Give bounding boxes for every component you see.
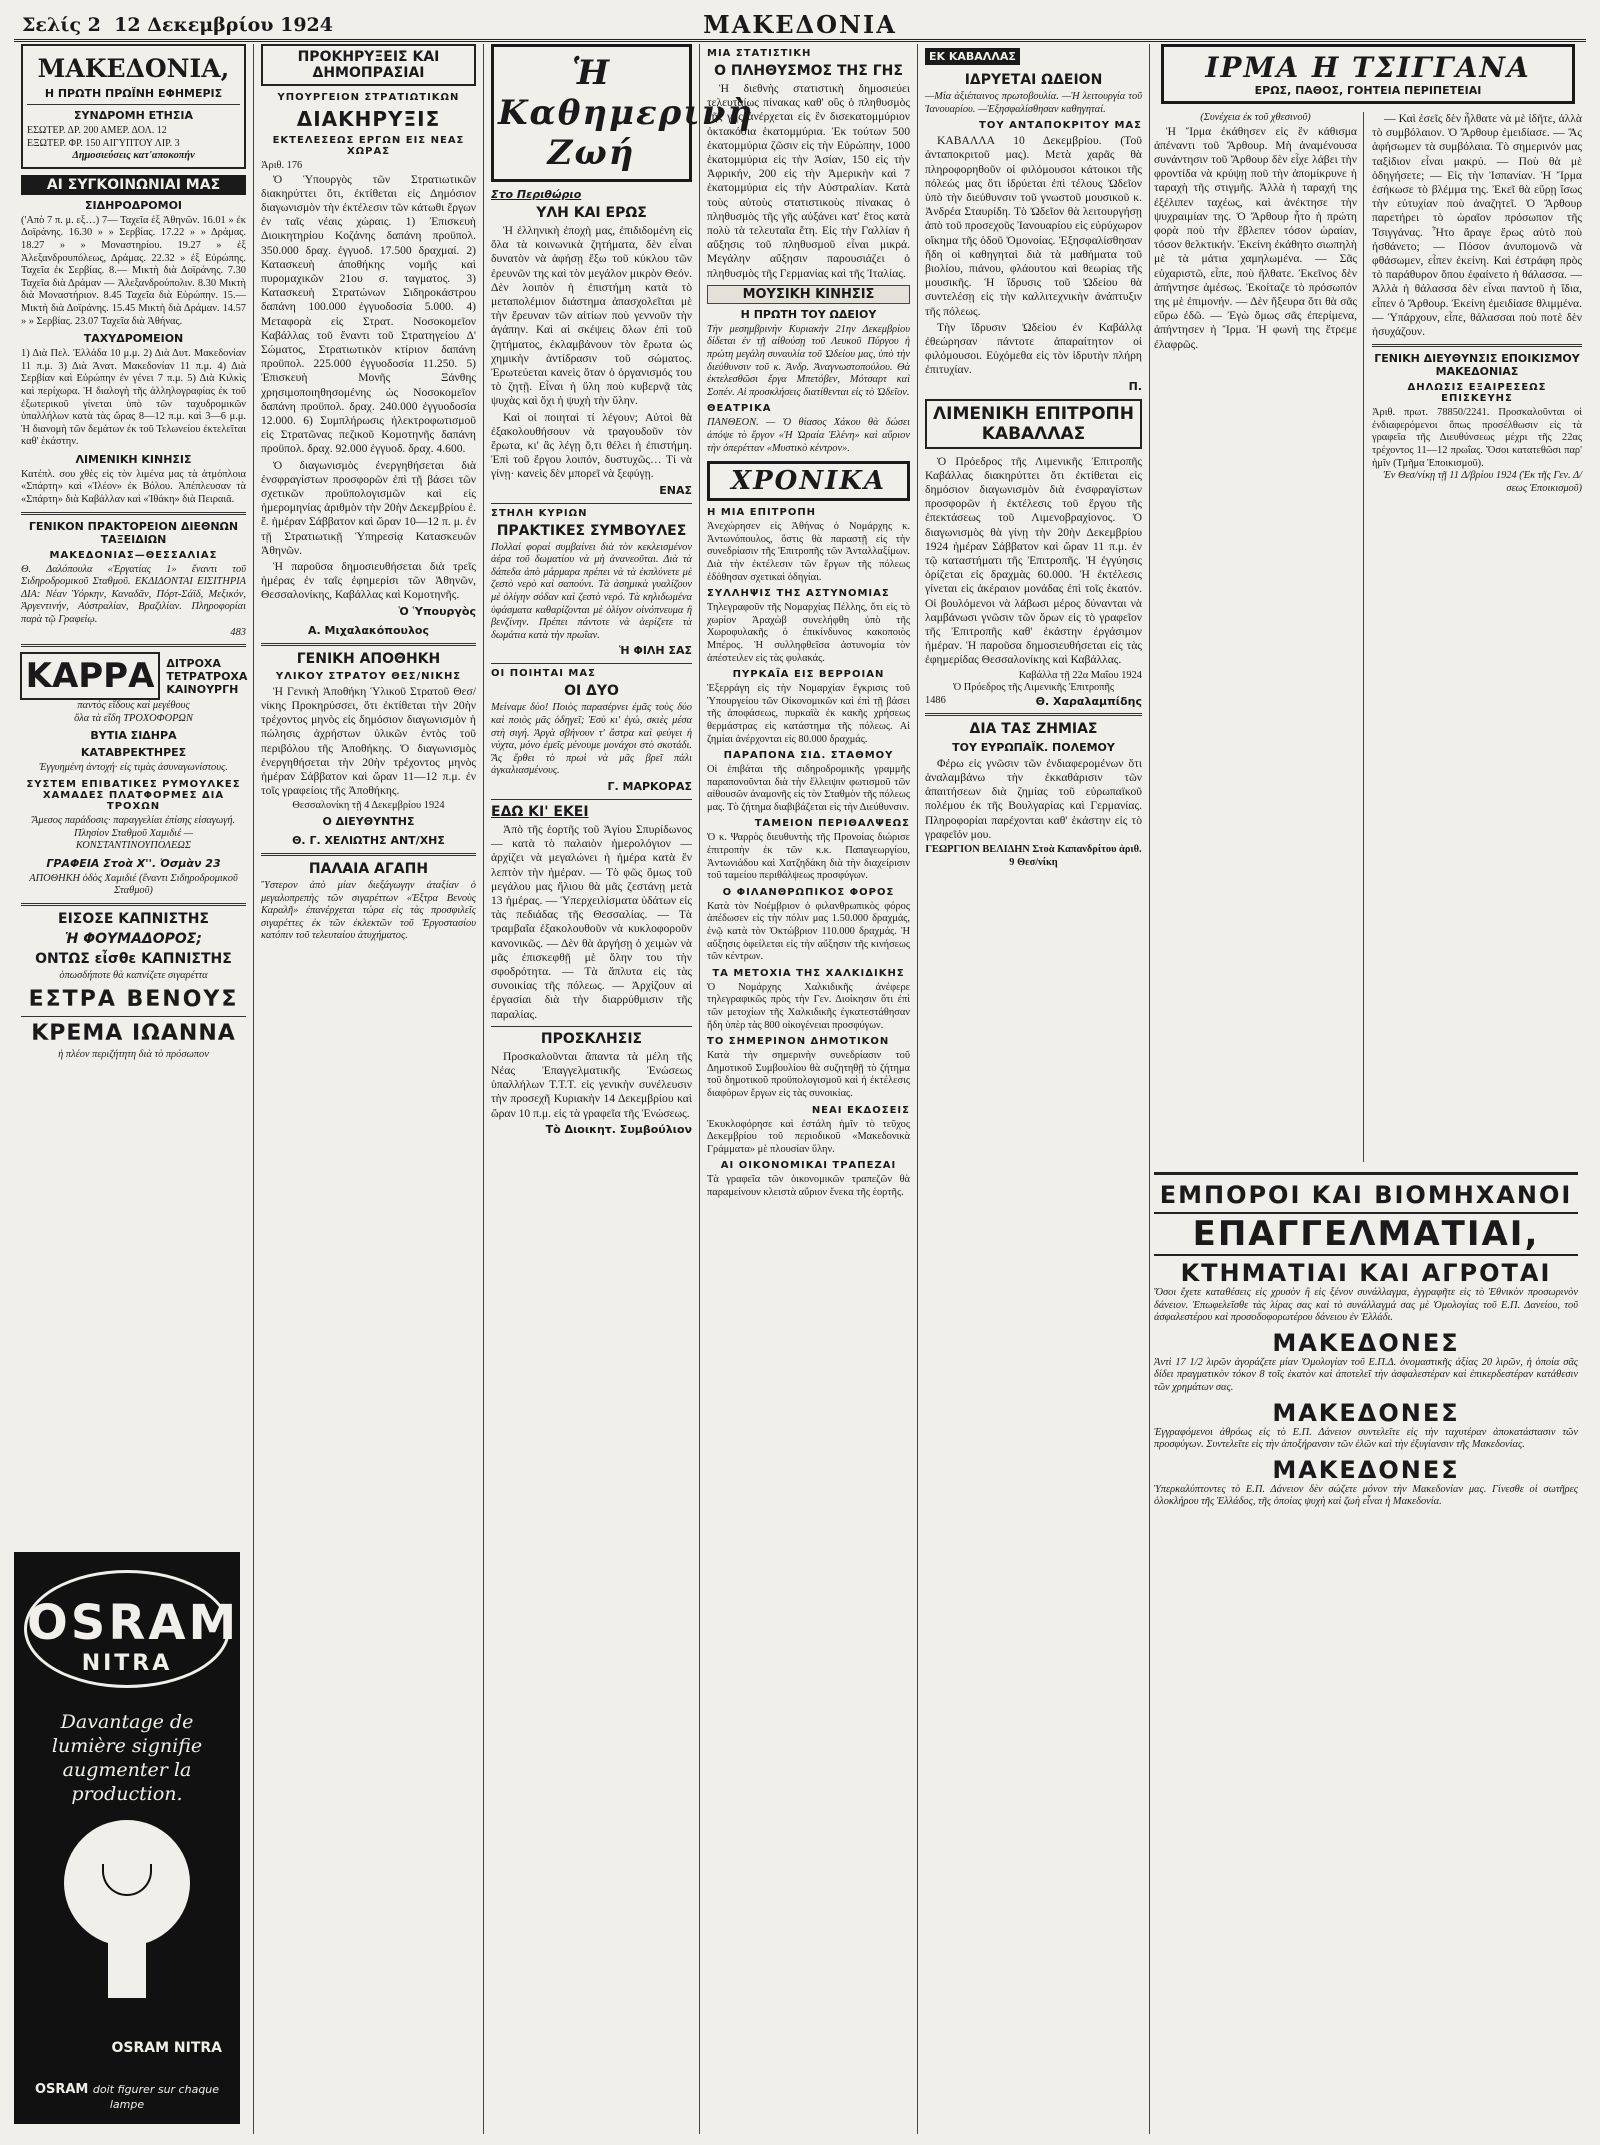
travel-agency-text: Θ. Δαλόπουλα «Ἐργατίας 1» ἔναντι τοῦ Σιδηροδρομικοῦ Σταθμοῦ. ΕΚΔΙΔΟΝΤΑΙ ΕΙΣΙΤΗΡΙΑ ΔΙΑ: Νέαν Ὑόρκην, Καναδᾶν, Πόρτ-Σάϊδ, Μεξικόν, Ἀργεντινήν, Αὐστραλίαν, Βραζιλίαν. Πληροφορίαι παρὰ τῷ Γραφείῳ. <box>21 563 246 626</box>
cart-ad-line-3: ΒΥΤΙΑ ΣΙΔΗΡΑ <box>90 729 177 743</box>
poem-text: Μείναμε δύο! Ποιὸς παρασέρνει ἐμᾶς τοὺς δύο καὶ ποιὸς μᾶς ὁδηγεῖ; Ἐσὺ κι' ἐγώ, σκιὲς μέσα στὴ σιγή. Ἀργὰ σβήνουν τ' ἄστρα καὶ φεύγει ἡ νύχτα, μόνο ἐμεῖς μένουμε μονάχοι στὸ σκοτάδι. Ἂς ἔρθει τὸ πρωὶ νὰ μᾶς βρεῖ πάλι ἀγκαλιασμένους. <box>491 702 692 777</box>
banks-text: Τὰ γραφεῖα τῶν ὀικονομικῶν τραπεζῶν θὰ παραμείνουν κλειστὰ αὔριον ἕνεκα τῆς ἑορτῆς. <box>707 1174 910 1198</box>
conservatory-founded-text-2: Τὴν ἵδρυσιν Ὠδείου ἐν Καβάλλᾳ ἐθεώρησαν πάντοτε ἀπαραίτητον οἱ φιλόμουσοι. Εὐχόμεθα εἰς τὸν ἱδρυτὴν πλήρη ἐπιτυχίαν. <box>925 320 1142 377</box>
depot-sig-title: Ο ΔΙΕΥΘΥΝΤΗΣ <box>322 814 415 828</box>
proclamation-title: ΔΙΑΚΗΡΥΞΙΣ <box>296 107 441 131</box>
cream-ad-text: ἡ πλέον περιζήτητη διὰ τὸ πρόσωπον <box>58 1048 209 1060</box>
cart-ad-line-9: ΓΡΑΦΕΙΑ Στοὰ Χ''. Ὀσμὰν 23 <box>46 856 221 870</box>
subscription-line-2: ΕΞΩΤΕΡ. ΦΡ. 150 ΑΙΓΥΠΤΟΥ ΛΙΡ. 3 <box>27 137 180 149</box>
loan-ad-head-2: ΜΑΚΕΔΟΝΕΣ <box>1272 1328 1460 1357</box>
new-editions-head: ΝΕΑΙ ΕΚΔΟΣΕΙΣ <box>811 1104 910 1116</box>
chalkidiki-head: ΤΑ ΜΕΤΟΧΙΑ ΤΗΣ ΧΑΛΚΙΔΙΚΗΣ <box>712 967 905 979</box>
theater-label: ΘΕΑΤΡΙΚΑ <box>707 403 772 415</box>
proclamation-text-1: Ὁ Ὑπουργὸς τῶν Στρατιωτικῶν διακηρύττει ὅτι, ἐκτίθεται εἰς Δημόσιον διαγωνισμὸν τὴν ἐκτέλεσιν τῶν κάτωθι ἔργων ἐν ταῖς νέαις χώραις. 1) Ἐπισκευὴ Διοικητηρίου Κοζάνης δαπάνη προϋπολ. 350.000 δραχ. ἐγγυοδ. 17.500 δραχμαί. 2) Κατασκευὴ ἀποθήκης νομῆς καὶ πυρομαχικῶν 21ου σ. ταγματος. 3) Κατασκευὴ Στρατώνων Σιδηροκάστρου δαπάνη 100.000 ἐγγυοδοσία 5.000. 4) Μεταφορὰ εἰς Στρατ. Νοσοκομεῖον Καβάλλας τοῦ ἔναντι τοῦ Στρατηγείου Δ' Σώματος, Στρατιωτικὸν κτίριον δαπάνη προϋπολ. 225.000 ἐγγυοδοσία 11.250. 5) Ἐπισκευὴ Μονῆς Ξάνθης χρησιμοποιηθησομένης ὡς Νοσοκομεῖον δαπάνη προϋπολ. δραχ. 240.000 ἐγγυοδοσία 12.000. 6) Συμπλήρωσις ἠλεκτροφωτισμοῦ εἰς Στρατῶνας πεζικοῦ Κομοτηνῆς δαπάνη προϋπολ. δραχ. 92.000 ἐγγυοδ. δραχ. 4.600. <box>261 172 476 456</box>
cart-ad-name: ΚΑΡΡΑ <box>25 656 155 697</box>
chronicles-banner-title: ΧΡΟΝΙΚΑ <box>730 466 887 497</box>
port-committee-sig-row <box>925 695 1142 708</box>
practical-advice-title: ΠΡΑΚΤΙΚΕΣ ΣΥΜΒΟΥΛΕΣ <box>496 522 687 539</box>
page-label: Σελίς 2 12 Δεκεμβρίου 1924 <box>22 14 333 36</box>
column-1 <box>14 44 254 2134</box>
proclamation-subtitle: ΕΚΤΕΛΕΣΕΩΣ ΕΡΓΩΝ ΕΙΣ ΝΕΑΣ ΧΩΡΑΣ <box>272 135 465 157</box>
loan-ad-text-2: Ἀντὶ 17 1/2 λιρῶν ἀγοράζετε μίαν Ὁμολογίαν τοῦ Ε.Π.Δ. ὀνομαστικῆς ἀξίας 20 λιρῶν, ἡ ὁποία σᾶς δίδει πραγματικὸν τόκον 8 τοῖς ἑκατὸν καὶ ἀποτελεῖ τὴν ἀσφαλεστέραν καὶ ἐπικερδεστέραν κατάθεσιν τῶν χρημάτων σας. <box>1154 1356 1578 1393</box>
cart-ad-side-3: ΚΑΙΝΟΥΡΓΗ <box>166 682 239 696</box>
new-editions-text: Ἐκυκλοφόρησε καὶ ἐστάλη ἡμῖν τὸ τεῦχος Δεκεμβρίου τοῦ περιοδικοῦ «Μακεδονικὰ Γράμματα» μὲ πλουσίαν ὕλην. <box>707 1118 910 1155</box>
cart-ad-line-8: Πλησίον Σταθμοῦ Χαμιδιέ — ΚΟΝΣΤΑΝΤΙΝΟΥΠΟΛΕΩΣ <box>74 827 193 852</box>
railways-text: ('Απὸ 7 π. μ. εξ…) 7— Ταχεῖα ἐξ Ἀθηνῶν. 16.01 » ἐκ Δοϊράνης. 16.30 » » Σερβίας. 17.22 » » Δράμας. 18.27 » » Μοναστηρίου. 19.27 » ἐξ Ἀλεξανδρουπόλεως, Δράμας. 22.32 » ἐξ Εὐρώπης. Ταχεῖα ἐκ Σερβίας. 8.— Μικτὴ διὰ Δοϊράνης. 7.30 Ταχεῖα διὰ Δράμαν — Ἀλεξανδρούπολιν. 8.30 Μικτὴ διὰ Μοναστήριον. 8.45 Ταχεῖα διὰ Εὐρώπην. 15.— Μικτὴ διὰ Δοϊράνης. 15.45 Μικτὴ διὰ Δράμαν. 14.57 » » Σερβίας. 23.07 Ταχεῖα διὰ Ἀθήνας. <box>21 214 246 327</box>
port-committee-date: Καβάλλα τῇ 22α Μαΐου 1924 <box>1018 669 1142 681</box>
here-there-text: Ἀπὸ τῆς ἑορτῆς τοῦ Ἁγίου Σπυρίδωνος — κατὰ τὸ παλαιὸν ἡμερολόγιον — ἀρχίζει νὰ μεγαλώνει ἡ ἡμέρα κατὰ ἓν λεπτὸν τὴν ἡμέραν. — Τὸ φῶς ὅμως τοῦ μεγάλου μας ἥλιου θὰ μᾶς ζεστάνῃ μετὰ 13 ἡμέρας. — Ὑπερχειλίσματα ὑδάτων εἰς τὰς πεδιάδας τῆς Θεσσαλίας. — Τὰ τραμβαΐα ἐξακολουθοῦν νὰ κυκλοφοροῦν κανονικῶς. — Δὲν θὰ ἀργήσῃ ὁ χειμὼν νὰ μᾶς ἐπισκεφθῇ μὲ ὅλην του τὴν σφοδρότητα. — Τὰ ἄπλυτα εἰς τὰς συνοικίας τῆς πόλεως. — Ἀρχίζουν αἱ ἐργασίαι διὰ τὴν διαρρύθμισιν τῆς παραλίας. <box>491 822 692 1021</box>
statistics-kicker: ΜΙΑ ΣΤΑΤΙΣΤΙΚΗ <box>707 48 812 59</box>
cigarette-advertisement <box>21 911 246 1061</box>
war-damages-title: ΔΙΑ ΤΑΣ ΖΗΜΙΑΣ <box>969 720 1098 737</box>
subscription-line-1: ΕΣΩΤΕΡ. ΔΡ. 200 ΑΜΕΡ. ΔΟΛ. 12 <box>27 125 167 136</box>
arrest-text: Τηλεγραφοῦν τῆς Νομαρχίας Πέλλης, ὅτι εἰς τὸ χωρίον Ἀραχὼβ συνελήφθη ὑπὸ τῆς Χωροφυλακῆς ὁ ἐπικίνδυνος κακοποιὸς Μπέρος. Ἡ συλληφθεῖσα ἀστυνομία τὸν ἀπέστειλεν εἰς τὰς φυλακάς. <box>707 602 910 664</box>
practical-advice-signature: Ἡ ΦΙΛΗ ΣΑΣ <box>619 644 692 658</box>
serial-continued: (Συνέχεια ἐκ τοῦ χθεσινοῦ) <box>1200 112 1311 123</box>
notices-head: ΠΡΟΚΗΡΥΞΕΙΣ ΚΑΙ ΔΗΜΟΠΡΑΣΙΑΙ <box>297 49 440 81</box>
serial-column-b <box>1372 112 1582 1162</box>
osram-logo-sub: NITRA <box>81 1651 173 1676</box>
subscription-note: Δημοσιεύσεις κατ'αποκοπήν <box>72 150 195 162</box>
column-5 <box>918 44 1150 2134</box>
loan-ad-text-4: Ὑπερκαλύπτοντες τὸ Ε.Π. Δάνειον δὲν σώζετε μόνον τὴν Μακεδονίαν μας. Γίνεσθε οἱ σωτῆρες ὁλοκλήρου τῆς Ἑλλάδος, τῆς ὁποίας ψυχὴ καὶ ζωὴ εἶναι ἡ Μακεδονία. <box>1154 1483 1578 1508</box>
municipal-text: Κατὰ τὴν σημερινὴν συνεδρίασιν τοῦ Δημοτικοῦ Συμβουλίου θὰ συζητηθῇ τὸ ζήτημα τοῦ δημοτικοῦ προϋπολογισμοῦ καὶ ἡ ἐκτέλεσις διαφόρων ἔργων εἰς τὰς συνοικίας. <box>707 1050 910 1099</box>
communications-head: ΑΙ ΣΥΓΚΟΙΝΩΝΙΑΙ ΜΑΣ <box>21 175 246 195</box>
charity-tax-head: Ο ΦΙΛΑΝΘΡΩΠΙΚΟΣ ΦΟΡΟΣ <box>722 886 895 898</box>
subscription-head: ΣΥΝΔΡΟΜΗ ΕΤΗΣΙΑ <box>74 109 193 122</box>
poem-signature: Γ. ΜΑΡΚΟΡΑΣ <box>607 779 692 793</box>
proclamation-number: Ἀριθ. 176 <box>261 160 303 171</box>
minister-name: Α. Μιχαλακόπουλος <box>307 623 430 637</box>
depot-text: Ἡ Γενικὴ Ἀποθήκη Ὑλικοῦ Στρατοῦ Θεσ/νίκης Προκηρύσσει, ὅτι ἐκτίθεται τὴν 20ὴν τρέχοντος μηνὸς εἰς δημόσιον διαγωνισμὸν ἡ πώλησις ἀχρήστων ὑλικῶν ἐντὸς τοῦ περιβόλου τῆς Ἀποθήκης. Ὁ διαγωνισμὸς ἐνεργηθήσεται τὴν 20ὴν τρέχοντος μηνὸς ἡμέραν Σάββατον καὶ ὥραν 11—12 π.μ. ἐν τοῖς γραφείοις τῆς Ἀποθήκης. <box>261 684 476 798</box>
post-office-text: 1) Διὰ Πελ. Ἑλλάδα 10 μ.μ. 2) Διὰ Δυτ. Μακεδονίαν 11 π.μ. 3) Διὰ Ἀνατ. Μακεδονίαν 11 π.μ. 4) Διὰ Σερβίαν καὶ Εὐρώπην ἐν γένει 7 π.μ. 5) Διὰ Κιλκὶς καὶ περίχωρα. Ἡ διαλογὴ τῆς ἀλληλογραφίας ἐκ τοῦ ἐξωτερικοῦ γίνεται ὑπὸ τῶν ταχυδρομικῶν ὑπαλλήλων κατὰ τὰς ὥρας 8—12 π.μ. καὶ 3—6 μ.μ. Ἡ διανομὴ τῶν δεμάτων ἐκ τοῦ Τελωνείου ἐκτελεῖται καθ' ἑκάστην. <box>21 348 246 448</box>
osram-logo-text: OSRAM <box>27 1595 240 1651</box>
chalkidiki-text: Ὁ Νομάρχης Χαλκιδικῆς ἀνέφερε τηλεγραφικῶς πρὸς τὴν Γεν. Διοίκησιν ὅτι ἐπὶ τῶν μετοχίων τῆς Χαλκιδικῆς ἐγκατεστάθησαν ἤδη ὑπὲρ τὰς 800 οἰκογένειαι προσφύγων. <box>707 981 910 1031</box>
loan-ad-text-1: Ὅσοι ἔχετε καταθέσεις εἰς χρυσὸν ἢ εἰς ξένον συνάλλαγμα, ἐγγραφῆτε εἰς τὸ Ἐθνικὸν προσωρινὸν δάνειον. Ἐπωφελεῖσθε τὰς λίρας σας καὶ τὸ συνάλλαγμά σας μὲ Ὁμολογίας τοῦ Ε.Π. Δανείου, τοῦ ἀσφαλεστέρου καὶ προσοδοφορωτέρου δάνειου ἐν Ἑλλάδι. <box>1154 1287 1578 1324</box>
travel-agency-head: ΓΕΝΙΚΟΝ ΠΡΑΚΤΟΡΕΙΟΝ ΔΙΕΘΝΩΝ ΤΑΞΕΙΔΙΩΝ <box>28 519 239 546</box>
conservatory-founded-title: ΙΔΡΥΕΤΑΙ ΩΔΕΙΟΝ <box>964 72 1103 88</box>
serial-column-a <box>1154 112 1364 1162</box>
osram-tagline: Davantage de lumière signifie augmenter la production. <box>24 1710 230 1806</box>
cart-ad-line-10: ΑΠΟΘΗΚΗ ὁδὸς Χαμιδιέ (ἔναντι Σιδηροδρομικοῦ Σταθμοῦ) <box>29 872 238 897</box>
music-section-label: ΜΟΥΣΙΚΗ ΚΙΝΗΣΙΣ <box>707 285 910 304</box>
conservatory-title: Η ΠΡΩΤΗ ΤΟΥ ΩΔΕΙΟΥ <box>740 307 877 321</box>
serial-banner <box>1161 44 1575 104</box>
matter-love-text-1: Ἡ ἐλληνικὴ ἐποχὴ μας, ἐπιδιδομένη εἰς ὅλα τὰ κοινωνικὰ ζητήματα, δὲν εἶναι δυνατὸν νὰ ἀφήσῃ ἔξω τοῦ κύκλου τῶν ἐρευνῶν της καὶ τὸν μεγάλον μικρὸν Θεόν. Δὲν λοιπὸν ἡ ἐπιστήμη κατὰ τὸ μεταπολέμιον διάστημα ἀπασχολεῖται μὲ τὴν ἔρευναν τῶν αἰτίων ποὺ γεννοῦν τὴν ἀγάπην. Καὶ αἱ σκέψεις ὅλων ἐπὶ τοῦ ζητήματος, ἐκλαμβάνουν τὸν ἔρωτα ὡς χημικὴν ἀντίδρασιν τοῦ σώματος. Ἐρωτεύεται κανεὶς ὅταν ὁ ὀργανισμός του τὸ ζητῇ. Εἶναι ἡ ὕλη ποὺ κυβερνᾷ τὰς ψυχὰς καὶ ὄχι ἡ ψυχὴ τὴν ὕλην. <box>491 224 692 408</box>
correspondent-byline: ΤΟΥ ΑΝΤΑΠΟΚΡΙΤΟΥ ΜΑΣ <box>979 120 1142 132</box>
port-committee-number: 1486 <box>925 694 946 706</box>
serial-title: ΙΡΜΑ Η ΤΣΙΓΓΑΝΑ <box>1205 51 1531 84</box>
cart-ad-line-2: ὅλα τὰ εἴδη ΤΡΟΧΟΦΟΡΩΝ <box>74 712 193 724</box>
matter-love-title: ΥΛΗ ΚΑΙ ΕΡΩΣ <box>536 205 647 221</box>
fire-head: ΠΥΡΚΑΪΑ ΕΙΣ ΒΕΡΡΟΙΑΝ <box>732 669 885 681</box>
port-committee-sig-name: Θ. Χαραλαμπίδης <box>1035 694 1142 708</box>
depot-date: Θεσσαλονίκη τῇ 4 Δεκεμβρίου 1924 <box>292 800 445 812</box>
cart-ad-line-1: παντὸς εἴδους καὶ μεγέθους <box>77 700 190 712</box>
population-title: Ο ΠΛΗΘΥΣΜΟΣ ΤΗΣ ΓΗΣ <box>714 63 903 79</box>
cart-advertisement <box>21 652 246 898</box>
matter-love-signature: ΕΝΑΣ <box>659 483 692 497</box>
kavala-dateline: ΕΚ ΚΑΒΑΛΛΑΣ <box>925 48 1020 65</box>
port-committee-head-box <box>925 399 1142 449</box>
light-bulb-icon <box>64 1820 190 1946</box>
cart-ad-line-5: Ἐγγυημένη ἀντοχή· εἰς τιμὰς ἀσυναγωνίστους. <box>39 762 228 774</box>
settlement-sub: ΔΗΛΩΣΙΣ ΕΞΑΙΡΕΣΕΩΣ ΕΠΙΣΚΕΥΗΣ <box>1407 382 1547 405</box>
cart-ad-side-2: ΤΕΤΡΑΤΡΟΧΑ <box>166 669 248 683</box>
daily-life-banner <box>491 44 755 182</box>
loan-advertisement <box>1154 1172 1578 1509</box>
war-damages-sub: ΤΟΥ ΕΥΡΩΠΑΪΚ. ΠΟΛΕΜΟΥ <box>952 740 1115 754</box>
theater-text: ΠΑΝΘΕΟΝ. — Ὁ θίασος Χάκου θὰ δώσει ἀπόψε τὸ ἔργον «Ἡ Ὡραία Ἑλένη» καὶ αὔριον τὴν ὀπερέτταν «Μυστικὸ κέντρον». <box>707 417 910 454</box>
port-movement-head: ΛΙΜΕΝΙΚΗ ΚΙΝΗΣΙΣ <box>75 452 192 466</box>
population-text: Ἡ διεθνὴς στατιστικὴ δημοσιεύει τελευταίως πίνακας καθ' οὓς ὁ πληθυσμὸς τῆς γῆς ἀνέρχεται εἰς ἓν δισεκατομμύριον ὀκτακόσια ἑκατομμύρια. Ἐκ τούτων 500 ἑκατομμύρια ζῶσιν εἰς τὴν Εὐρώπην, 1000 ἑκατομμύρια εἰς τὴν Ἀσίαν, 150 εἰς τὴν Ἀφρικήν, 200 εἰς τὴν Ἀμερικὴν καὶ 7 ἑκατομμύρια εἰς τὴν Αὐστραλίαν. Κατὰ τοὺς αὐτοὺς στατιστικοὺς πίνακας ὁ πληθυσμὸς τῆς γῆς αὐξάνει κατ' ἔτος κατὰ πολὺ τὰ τελευταῖα ἔτη. Εἰς τὴν Γαλλίαν ἡ αὔξησις τοῦ πληθυσμοῦ εἶναι μικρά. Μεγάλην αὔξησιν παρουσιάζει ὁ πληθυσμὸς τῆς Γερμανίας καὶ τῆς Ἰταλίας. <box>707 82 910 280</box>
invitation-title: ΠΡΟΣΚΛΗΣΙΣ <box>540 1030 643 1047</box>
station-complaints-head: ΠΑΡΑΠΟΝΑ ΣΙΔ. ΣΤΑΘΜΟΥ <box>723 750 894 762</box>
osram-footer <box>24 2082 230 2112</box>
minister-title: Ὁ Ὑπουργὸς <box>398 604 476 618</box>
port-committee-sig-title: Ὁ Πρόεδρος τῆς Λιμενικῆς Ἐπιτροπῆς <box>952 682 1115 694</box>
osram-logo <box>24 1570 240 1688</box>
invitation-text: Προσκαλοῦνται ἅπαντα τὰ μέλη τῆς Νέας Ἐπαγγελματικῆς Ἑνώσεως ὑπαλλήλων Τ.Τ.Τ. εἰς γενικὴν συνέλευσιν τὴν προσεχῆ Κυριακὴν 14 Δεκεμβρίου καὶ ὥραν 10 π.μ. εἰς τὰ γραφεῖα τῆς Ἑνώσεως. <box>491 1049 692 1120</box>
station-complaints-text: Οἱ ἐπιβάται τῆς σιδηροδρομικῆς γραμμῆς παραπονοῦνται διὰ τὴν ἔλλειψιν φωτισμοῦ τῶν αἰθουσῶν ἀναμονῆς εἰς τὸν Σταθμὸν τῆς πόλεως μας. Τὸ ζήτημα διαβιβάζεται εἰς τὴν Διεύθυνσιν. <box>707 764 910 813</box>
paper-box-title: ΜΑΚΕΔΟΝΙΑ, <box>37 54 230 83</box>
loan-ad-line-1: ΕΜΠΟΡΟΙ ΚΑΙ ΒΙΟΜΗΧΑΝΟΙ <box>1159 1181 1573 1209</box>
ladies-column-label: ΣΤΗΛΗ ΚΥΡΙΩΝ <box>491 507 588 519</box>
depot-sub: ΥΛΙΚΟΥ ΣΤΡΑΤΟΥ ΘΕΣ/ΝΙΚΗΣ <box>275 670 462 682</box>
masthead <box>14 8 1586 42</box>
cig-ad-line-4: ὁπωσδήποτε θὰ καπνίζετε σιγαρέττα <box>59 969 208 981</box>
old-love-text: Ὕστερον ἀπὸ μίαν διεξάγωγην ἀταξίαν ὁ μεγαλοπρεπὴς τῶν σιγαρέττων «Ἐξτρα Βενοὺς Καραλῆ» ἐπανέρχεται τώρα εἰς τὰς προσφιλεῖς σιγαρέττες ἐκ τῶν ἐκλεκτῶν τοῦ Ἐργοστασίου κατόπιν τοῦ τελευταίου ἀτυχήματος. <box>261 879 476 942</box>
matter-love-text-2: Καὶ οἱ ποιηταὶ τί λέγουν; Αὐτοὶ θὰ ἐξακολουθήσουν νὰ τραγουδοῦν τὸν ἔρωτα, κι' ἂς λέγῃ ὅ,τι θέλει ἡ ἐπιστήμη. Ἐπὶ τοῦ ἔργου λοιπόν, δυστυχῶς… Τί νὰ γίνῃ· κανεὶς δὲν μπορεῖ νὰ ξεφύγῃ. <box>491 410 692 481</box>
conservatory-text: Τὴν μεσημβρινὴν Κυριακὴν 21ην Δεκεμβρίου δίδεται ἐν τῇ αἰθούσῃ τοῦ Λευκοῦ Πύργου ἡ πρώτη μεγάλη συναυλία τοῦ Ὠδείου μας, ὑπὸ τὴν διεύθυνσιν τοῦ κ. Ἀνδρ. Ἀναγνωστοπούλου. Θὰ ἐκτελεσθῶσι ἔργα Μπετόβεν, Μότσαρτ καὶ Σοπέν. Αἱ προσκλήσεις διατίθενται εἰς τὸ Ὠδεῖον. <box>707 323 910 398</box>
cart-ad-side-1: ΔΙΤΡΟΧΑ <box>166 656 221 670</box>
column-4 <box>700 44 918 2134</box>
settlement-text: Ἀριθ. πρωτ. 78850/2241. Προσκαλοῦνται οἱ ἐνδιαφερόμενοι ὅπως προσέλθωσιν εἰς τὰ γραφεῖα τῆς Διευθύνσεως μέχρι τῆς 22ας τρέχοντος 11—12 πρωΐας. Ὅσοι κατατεθῶσι παρ' ἡμῖν (Τμῆμα Ἐποικισμοῦ). <box>1372 407 1582 469</box>
port-committee-text: Ὁ Πρόεδρος τῆς Λιμενικῆς Ἐπιτροπῆς Καβάλλας διακηρύττει ὅτι ἐκτίθεται εἰς δημόσιον διαγωνισμὸν διὰ ἐνσφραγίστων προσφορῶν ἡ ἐκτέλεσις τοῦ ἔργου τῆς ἐπεκτάσεως τοῦ Λιμενοβραχίονος. Ὁ διαγωνισμὸς θὰ γίνῃ τὴν 20ὴν Δεκεμβρίου 1924 ἡμέραν Σάββατον καὶ ὥραν 11 π.μ. ἐν τῷ καταστήματι τῆς Ἐπιτροπῆς. Ἡ ἐγγύησις ὁρίζεται εἰς δραχμὰς 60.000. Ἡ ἐκτέλεσις γίνεται εἰς ἀκέραιον μονάδας ἐπὶ τοῖς ἑκατόν. Οἱ βουλόμενοι νὰ λάβωσι μέρος δύνανται νὰ λαμβάνωσι γνῶσιν τῶν ὅρων εἰς τὸ γραφεῖον τῆς Ἐπιτροπῆς καθ' ἑκάστην ἐργάσιμον ἡμέραν. Ἡ παροῦσα δημοσιευθήσεται εἰς τὰς ἐφημερίδας Θεσσαλονίκης καὶ Καβάλλας. <box>925 454 1142 667</box>
columns <box>14 44 1586 2134</box>
loan-ad-text-3: Ἐγγραφόμενοι ἀθρόως εἰς τὸ Ε.Π. Δάνειον συντελεῖτε εἰς τὴν ταχυτέραν ἀποκατάστασιν τῶν προσφύγων. Συντελεῖτε εἰς τὴν ἀποξήρανσιν τῶν ἑλῶν καὶ τὴν ἐξυγίανσιν τῆς Μακεδονίας. <box>1154 1426 1578 1451</box>
column-2 <box>254 44 484 2134</box>
proclamation-text-3: Ἡ παροῦσα δημοσιευθήσεται διὰ τρεῖς ἡμέρας ἐν ταῖς ἐφημερίσι τῶν Ἀθηνῶν, Θεσσαλονίκης, Καβάλλας καὶ Κομοτηνῆς. <box>261 560 476 602</box>
cig-ad-line-1: ΕΙΣΟΣΕ ΚΑΠΝΙΣΤΗΣ <box>58 910 209 927</box>
depot-head: ΓΕΝΙΚΗ ΑΠΟΘΗΚΗ <box>296 650 441 667</box>
conservatory-founded-text-1: ΚΑΒΑΛΛΑ 10 Δεκεμβρίου. (Τοῦ ἀνταποκριτοῦ μας). Μετὰ χαρᾶς θὰ πληροφορηθοῦν οἱ φιλόμουσοι κάτοικοι τῆς πόλεώς μας ὅτι ἱδρύεται ἐπὶ τέλους Ὠδεῖον ὑπὸ τὴν διεύθυνσιν τοῦ γνωστοῦ μουσικοῦ κ. Ἀνδρέα Σταυρίδη. Τὸ Ὠδεῖον θὰ λειτουργήσῃ ἀπὸ τοῦ προσεχοῦς Ἰανουαρίου εἰς εὐρύχωρον οἴκημα τῆς ὁδοῦ Ὁμονοίας. Ἐξησφαλίσθησαν ἤδη οἱ καθηγηταὶ διὰ τὰ μαθήματα τοῦ βιολίου, πιάνου, φλάουτου καὶ θεωρίας τῆς μουσικῆς. Ἡ ἵδρυσις τοῦ Ὠδείου θὰ συντελέσῃ εἰς τὴν καλλιτεχνικὴν ἀνάπτυξιν τῆς πόλεως. <box>925 134 1142 318</box>
port-committee-title: ΛΙΜΕΝΙΚΗ ΕΠΙΤΡΟΠΗ ΚΑΒΑΛΛΑΣ <box>932 403 1134 444</box>
serial-subtitle: ΕΡΩΣ, ΠΑΘΟΣ, ΓΟΗΤΕΙΑ ΠΕΡΙΠΕΤΕΙΑΙ <box>1254 84 1482 97</box>
welfare-fund-head: ΤΑΜΕΙΟΝ ΠΕΡΙΘΑΛΨΕΩΣ <box>754 818 910 830</box>
osram-footer-logo: OSRAM <box>34 2082 89 2097</box>
paper-box-subtitle: Η ΠΡΩΤΗ ΠΡΩΪΝΗ ΕΦΗΜΕΡΙΣ <box>44 87 223 100</box>
loan-ad-head-4: ΜΑΚΕΔΟΝΕΣ <box>1272 1455 1460 1484</box>
issue-date: 12 Δεκεμβρίου 1924 <box>114 14 333 36</box>
welfare-fund-text: Ὁ κ. Ψαρρὸς διευθυντὴς τῆς Προνοίας διώρισε ἐπιτροπὴν ἐκ τῶν κ.κ. Παπαγεωργίου, Ἀντωνιάδου καὶ Χατζηδάκη διὰ τὴν διαχείρισιν τοῦ ταμείου περιθάλψεως προσφύγων. <box>707 832 910 882</box>
cig-ad-line-3: ΟΝΤΩΣ εἶσθε ΚΑΠΝΙΣΤΗΣ <box>35 950 232 967</box>
practical-advice-text: Πολλαί φοραί συμβαίνει διὰ τὸν κεκλεισμένον ἀέρα τοῦ δωματίου νὰ μὴ ἀνανεοῦται. Διὰ τὰ δάπεδα ἀπὸ μάρμαρα πρέπει νὰ τὰ ἐκπλύνετε μὲ ζεστὸ νερὸ καὶ σαπούνι. Τὰ ἀσημικὰ γυαλίζουν μὲ ὀλίγην σόδαν καὶ ζεστὸ νερό. Τὰ κηλιδωμένα ὑφάσματα καθαρίζονται μὲ ὀλίγον οἰνόπνευμα ἢ βενζίνην. Πρέπει πάντοτε νὰ ἀερίζετε τὰ δωμάτια κατὰ τὴν πρωΐαν. <box>491 541 692 641</box>
cream-ad-brand: ΚΡΕΜΑ ΙΩΑΝΝΑ <box>31 1020 236 1046</box>
osram-advertisement <box>14 1552 240 2124</box>
column-6 <box>1150 44 1586 2134</box>
notices-head-box <box>261 44 476 86</box>
charity-tax-text: Κατὰ τὸν Νοέμβριον ὁ φιλανθρωπικὸς φόρος ἀπέδωσεν εἰς τὴν πόλιν μας 1.50.000 δραχμάς, ἐνῷ κατὰ τὸν Ὀκτώβριον 110.000 δραχμάς. Ἡ αὔξησις ὀφείλεται εἰς τὴν αὔξησιν τῆς κινήσεως τῶν κέντρων. <box>707 900 910 963</box>
banks-head: ΑΙ ΟΙΚΟΝΟΜΙΚΑΙ ΤΡΑΠΕΖΑΙ <box>720 1160 897 1172</box>
war-damages-signature: ΓΕΩΡΓΙΟΝ ΒΕΛΙΔΗΝ Στοὰ Καπανδρίτου ἀριθ. 9 Θεσ/νίκη <box>925 844 1142 868</box>
serial-text-b: — Καὶ ἐσεῖς δὲν ἦλθατε νὰ μὲ ἰδῆτε, ἀλλὰ τὸ συμβόλαιον. Ὁ Ἄρθουρ ἐμειδίασε. — Ἂς ἀφήσωμεν τὰ συμβόλαια. Τὸ σημερινόν μας ταξίδιον εἶναι μακρύ. — Ποὺ θὰ μὲ ὁδηγήσετε; — Εἰς τὴν Ἰσπανίαν. Ἡ Ἴρμα ἐσήκωσε τὸ βλέμμα της. Ἐκεῖ θὰ εὕρῃ ἴσως τὴν εὐτυχίαν ποὺ ἀναζητεῖ. Ὁ Ἄρθουρ παρετήρει τὸ ὡραῖον πρόσωπον τῆς Τσιγγάνας. Ἦτο ἄραγε ἔρως αὐτὸ ποὺ ἠσθάνετο; — Πόσον ἀνυπομονῶ νὰ φθάσωμεν, εἶπεν ἐκείνη. Καὶ ἐστράφη πρὸς τὸ παράθυρον ὅπου ἐφαίνετο ἡ θάλασσα. — Ἀλλὰ ἡ θάλασσα δὲν εἶναι παντοῦ ἡ ἴδια, εἶπεν ὁ Ἄρθουρ. Ἐκείνη ἐμειδίασε θλιμμένα. — Ὑπάρχουν, εἶπε, θάλασσαι ποὺ ποτὲ δὲν ἡσυχάζουν. <box>1372 112 1582 339</box>
daily-life-banner-title: Ἡ Καθημερινὴ Ζωή <box>498 53 755 173</box>
settlement-head: ΓΕΝΙΚΗ ΔΙΕΥΘΥΝΣΙΣ ΕΠΟΙΚΙΣΜΟΥ ΜΑΚΕΔΟΝΙΑΣ <box>1374 352 1580 379</box>
loan-ad-line-3: ΚΤΗΜΑΤΙΑΙ ΚΑΙ ΑΓΡΟΤΑΙ <box>1180 1259 1552 1287</box>
municipal-head: ΤΟ ΣΗΜΕΡΙΝΟΝ ΔΗΜΟΤΙΚΟΝ <box>707 1036 890 1048</box>
fire-text: Ἐξερράγη εἰς τὴν Νομαρχίαν ἔγκρισις τοῦ Ὑπουργείου τῶν Οἰκονομικῶν καὶ ἐπὶ τῇ βάσει τῆς ἀποφάσεως, πυρκαϊὰ ἐκ κακῆς χρήσεως θερμάστρας εἰς κατάστημα τῆς πόλεως. Αἱ ζημίαι ἀνέρχονται εἰς 80.000 δραχμάς. <box>707 683 910 745</box>
port-movement-text: Κατέπλ. σου χθὲς εἰς τὸν λιμένα μας τὰ ἀτμόπλοια «Σπάρτη» καὶ «Ἰλέον» ἐκ Βόλου. Ἀπέπλευσαν τὰ «Σπάρτη» διὰ Καβάλλαν καὶ «Ἰθάκη» διὰ Πειραιᾶ. <box>21 468 246 506</box>
committee-head: Η ΜΙΑ ΕΠΙΤΡΟΠΗ <box>707 507 817 519</box>
invitation-signature: Τὸ Διοικητ. Συμβούλιον <box>545 1122 692 1136</box>
railways-head: ΣΙΔΗΡΟΔΡΟΜΟΙ <box>84 198 183 212</box>
depot-sig-name: Θ. Γ. ΧΕΛΙΩΤΗΣ ΑΝΤ/ΧΗΣ <box>292 833 445 847</box>
chronicles-banner <box>707 461 910 501</box>
paper-info-box <box>21 44 246 169</box>
war-damages-text: Φέρω εἰς γνῶσιν τῶν ἐνδιαφερομένων ὅτι ἀναλαμβάνω τὴν ἐκκαθάρισιν τῶν ἀπαιτήσεων διὰ ζημίας τοῦ εὐρωπαϊκοῦ πολέμου ἐκ τῆς Βουλγαρίας καὶ Γερμανίας. Πληροφορίαι παρέχονται καθ' ἑκάστην εἰς τὸ γραφεῖόν μου. <box>925 756 1142 841</box>
old-love-head: ΠΑΛΑΙΑ ΑΓΑΠΗ <box>308 860 429 877</box>
post-office-head: ΤΑΧΥΔΡΟΜΕΙΟΝ <box>83 332 184 346</box>
poets-label: ΟΙ ΠΟΙΗΤΑΙ ΜΑΣ <box>491 668 596 680</box>
cart-ad-line-6: ΣΥΣΤΕΜ ΕΠΙΒΑΤΙΚΕΣ ΡΥΜΟΥΛΚΕΣ ΧΑΜΑΔΕΣ ΠΛΑΤΦΟΡΜΕΣ ΔΙΑ ΤΡΟΧΩΝ <box>26 779 241 812</box>
cart-ad-line-4: ΚΑΤΑΒΡΕΚΤΗΡΕΣ <box>80 746 187 760</box>
newspaper-title: ΜΑΚΕΔΟΝΙΑ <box>703 10 897 39</box>
conservatory-founded-kicker: —Μία ἀξιέπαινος πρωτοβουλία. —Ἡ λειτουργία τοῦ Ἰανουαρίου. —Ἐξησφαλίσθησαν καθηγηταί. <box>925 91 1142 115</box>
here-there-title: ΕΔΩ ΚΙ' ΕΚΕΙ <box>491 803 589 820</box>
arrest-head: ΣΥΛΛΗΨΙΣ ΤΗΣ ΑΣΤΥΝΟΜΙΑΣ <box>707 588 890 600</box>
poem-title: ΟΙ ΔΥΟ <box>564 683 619 700</box>
travel-agency-number: 483 <box>230 626 246 638</box>
cig-ad-line-2: Ἡ ΦΟΥΜΑΔΟΡΟΣ; <box>65 930 202 947</box>
travel-agency-sub: ΜΑΚΕΔΟΝΙΑΣ—ΘΕΣΣΑΛΙΑΣ <box>49 549 218 561</box>
serial-text-a: Ἡ Ἴρμα ἐκάθησεν εἰς ἓν κάθισμα ἀπέναντι τοῦ Ἄρθουρ. Μὴ ἀναμένουσα συνάντησιν τοῦ Ἄρθουρ δὲν εἶχε λάβει τὴν φροντίδα νὰ κρύψῃ ποῦ τὴν ἀπομίκρυνε ἡ ταραχὴ τῆς στιγμῆς. Ἀλλὰ ἡ ταραχή της ἐξέλιπεν ταχέως, καὶ ἀνέκτησε τὴν ψυχραιμίαν της. Ὁ Ἄρθουρ ἦτο ἡ πρώτη φορὰ ποὺ τὴν ἔβλεπεν τόσον ὡραίαν, τόσον θελκτικήν. Ἐκείνη ἐκάθητο σιωπηλὴ μὲ τὰ μάτια χαμηλωμένα. — Σᾶς εὐχαριστῶ, εἶπε, ποὺ ἤλθατε. Ἐκεῖνος δὲν ἀπήντησε ἀμέσως. Ἐκοίταζε τὸ πρόσωπόν της μὲ ἐπιμονήν. — Δὲν ἤξευρα ὅτι θὰ σᾶς εὕρω ἐδῶ. — Ἐγὼ ὅμως σᾶς ἐπερίμενα, ἀπήντησεν ἡ Ἴρμα. Ἡ φωνή της ἔτρεμε ἐλαφρῶς. <box>1154 124 1357 351</box>
settlement-date: Ἐν Θεσ/νίκῃ τῇ 11 Δ/βρίου 1924 (Ἐκ τῆς Γεν. Δ/σεως Ἐποικισμοῦ) <box>1383 470 1582 494</box>
loan-ad-line-2: ΕΠΑΓΓΕΛΜΑΤΙΑΙ, <box>1154 1212 1578 1256</box>
cig-ad-brand: ΕΣΤΡΑ ΒΕΝΟΥΣ <box>28 986 239 1012</box>
osram-bulb-label: OSRAM NITRA <box>111 2040 222 2056</box>
margin-section-label: Στο Περιθώριο <box>491 188 582 201</box>
proclamation-text-2: Ὁ διαγωνισμὸς ἐνεργηθήσεται διὰ ἐνσφραγίστων προσφορῶν ἐπὶ τῇ βάσει τῶν σχετικῶν προϋπολογισμῶν καὶ εἰς ἡμερομηνίας ἀριθμὸν τὴν 20ὴν Δεκεμβρίου ἐ. ἔ. ἡμέραν Σάββατον καὶ ὥραν 10—12 π. μ. ἐν τῇ Στρατιωτικῇ Ὑπηρεσίᾳ Κατασκευῶν Ἀθηνῶν. <box>261 458 476 557</box>
ministry-name: ΥΠΟΥΡΓΕΙΟΝ ΣΤΡΑΤΙΩΤΙΚΩΝ <box>277 92 460 103</box>
osram-footer-text: doit figurer sur chaque lampe <box>92 2083 220 2111</box>
loan-ad-head-3: ΜΑΚΕΔΟΝΕΣ <box>1272 1398 1460 1427</box>
cart-ad-line-7: Ἄμεσος παράδοσις· παραγγελίαι ἐπίσης εἰσαγωγή. <box>31 815 236 826</box>
committee-text: Ἀνεχώρησεν εἰς Ἀθήνας ὁ Νομάρχης κ. Ἀντωνόπουλος, ὅστις θὰ παραστῇ εἰς τὴν συνεδρίασιν τῆς Ἐπιτροπῆς τῶν Ἀνταλλαξίμων. Διὰ τὴν ἐκτέλεσιν τῶν ἔργων τῆς πόλεως ἐδόθησαν σχετικαὶ ὁδηγίαι. <box>707 521 910 583</box>
conservatory-founded-signature: Π. <box>1128 379 1142 393</box>
